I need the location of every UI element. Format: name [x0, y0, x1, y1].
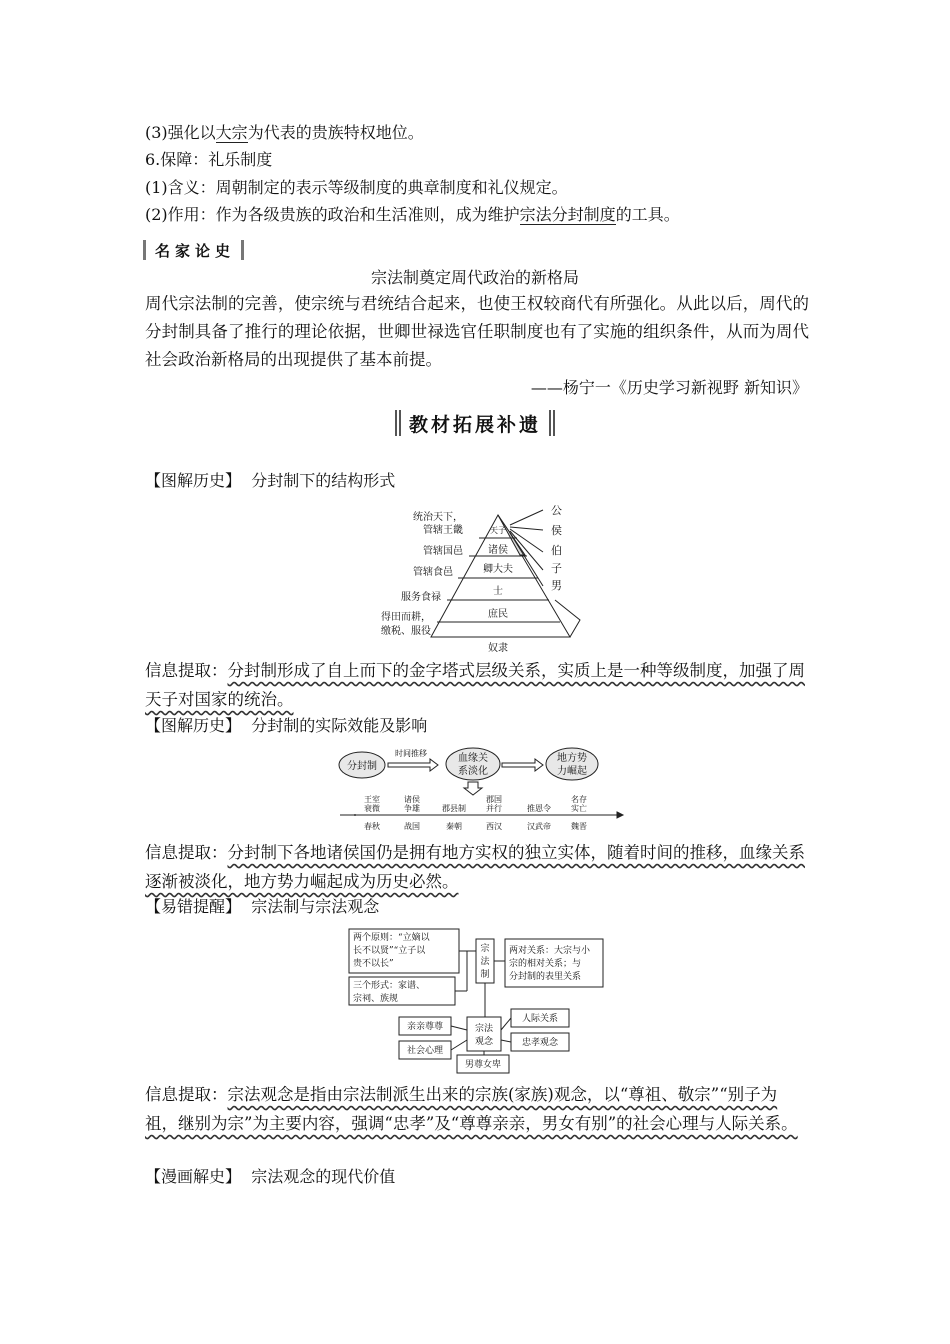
node-label: 分封制: [347, 761, 377, 772]
timeline-arrowhead: [617, 812, 623, 818]
underlined-term: 大宗: [215, 123, 248, 142]
text-line-meaning: (1)含义：周朝制定的表示等级制度的典章制度和礼仪规定。: [145, 178, 568, 197]
event-label: 诸侯: [404, 795, 420, 804]
famous-source: ——杨宁一《历史学习新视野 新知识》: [530, 378, 808, 397]
block3-info: [145, 1080, 809, 1138]
event-label: 郡国: [486, 795, 502, 804]
timeline-diagram: [335, 742, 625, 834]
node-label: 地方势: [557, 753, 587, 764]
left-label: 管辖王畿: [423, 525, 463, 536]
period-label: 西汉: [486, 822, 502, 831]
event-label: 争雄: [404, 804, 420, 813]
center-char: 法: [480, 957, 490, 967]
block2-info: [145, 838, 809, 896]
level-nuli: 奴隶: [488, 643, 508, 654]
event-label: 实亡: [571, 804, 587, 813]
period-label: 春秋: [364, 822, 380, 831]
connector: [501, 1018, 511, 1030]
forms-line: 三个形式：家谱、: [353, 981, 426, 991]
info-label: 信息提取：: [145, 661, 228, 680]
concept-line: 观念: [474, 1037, 494, 1047]
rank-arrow: [510, 510, 543, 525]
node-label: 力崛起: [557, 766, 587, 777]
block-title: 宗法制与宗法观念: [251, 897, 380, 916]
relations-line: 两对关系：大宗与小: [509, 946, 591, 956]
level-zhuhou: 诸侯: [488, 545, 508, 556]
left-label: 缴税、服役: [381, 626, 431, 637]
rank-nan: 男: [551, 579, 562, 592]
event-label: 推恩令: [527, 804, 551, 813]
info-label: 信息提取：: [145, 843, 228, 862]
block1-heading: [145, 471, 395, 491]
block-title: 宗法观念的现代价值: [251, 1167, 396, 1186]
heading-six: 6.保障：礼乐制度: [145, 150, 273, 169]
block3-heading: [145, 897, 379, 917]
rank-hou: 侯: [551, 524, 562, 537]
center-char: 宗: [480, 944, 490, 954]
rank-bo: 伯: [551, 544, 562, 557]
event-label: 并行: [486, 804, 502, 813]
info-text: 分封制形成了自上而下的金字塔式层级关系，实质上是一种等级制度，加强了周天子对国家的统治。: [145, 661, 805, 709]
famous-header: [143, 239, 244, 261]
period-label: 秦朝: [446, 822, 462, 831]
principles-line: 两个原则：“立嫡以: [353, 933, 430, 943]
pyramid-diagram: [365, 500, 585, 655]
level-shumin: 庶民: [488, 609, 508, 620]
famous-header-label: 名家论史: [155, 241, 236, 260]
period-label: 汉武帝: [527, 822, 551, 831]
level-shi: 士: [493, 586, 503, 597]
relations-line: 宗的相对关系；与: [509, 959, 582, 969]
concept-line: 宗法: [474, 1024, 494, 1034]
line-text: 为代表的贵族特权地位。: [247, 123, 424, 142]
famous-body: 周代宗法制的完善，使宗统与君统结合起来，也使王权较商代有所强化。从此以后，周代的分封制具备了推行的理论依据，世卿世禄选官任职制度也有了实施的组织条件，从而为周代社会政治新格局的出现提供了基本前提。: [145, 294, 809, 369]
bottom-box-text: 男尊女卑: [464, 1060, 502, 1070]
text-line-function: [145, 205, 680, 225]
left-label: 统治天下，: [413, 512, 463, 523]
block-tag: 【易错提醒】: [145, 897, 242, 916]
principles-line: 长不以贤”“立子以: [353, 946, 426, 956]
section-title-text: 教材拓展补遗: [408, 413, 541, 436]
left-box-text: 亲亲尊尊: [406, 1022, 444, 1032]
underlined-term: 宗法分封制度: [519, 205, 616, 224]
rank-zi: 子: [551, 562, 562, 575]
block2-heading: [145, 716, 427, 736]
event-label: 衰微: [364, 804, 380, 813]
info-label: 信息提取：: [145, 1085, 228, 1104]
forms-line: 宗祠、族规: [353, 994, 399, 1004]
relations-line: 分封制的表里关系: [509, 972, 582, 982]
block-tag: 【漫画解史】: [145, 1167, 242, 1186]
right-box-text: 人际关系: [521, 1014, 559, 1024]
section-title: [390, 405, 560, 441]
left-label: 管辖食邑: [413, 567, 453, 578]
line-text: 的工具。: [615, 205, 680, 224]
rank-gong: 公: [551, 504, 562, 517]
left-label: 管辖国邑: [423, 546, 463, 557]
info-text: 分封制下各地诸侯国仍是拥有地方实权的独立实体，随着时间的推移，血缘关系逐渐被淡化，地方势力崛起成为历史必然。: [145, 843, 805, 891]
connector: [451, 1040, 467, 1050]
arrow-label: 时间推移: [395, 749, 427, 758]
zongfa-diagram: [345, 925, 610, 1075]
connector: [451, 1026, 467, 1030]
arrow-down: [464, 782, 482, 795]
level-tianzi: 天子: [490, 526, 506, 535]
header-bar-right: [241, 240, 244, 260]
block-title: 分封制的实际效能及影响: [251, 716, 428, 735]
node-label: 系淡化: [458, 766, 488, 777]
connector: [501, 1040, 511, 1042]
block4-heading: [145, 1167, 395, 1187]
period-label: 战国: [404, 822, 420, 831]
left-label: 服务食禄: [401, 592, 441, 603]
block1-info: [145, 656, 809, 714]
center-char: 制: [480, 970, 490, 980]
level-qingdafu: 卿大夫: [483, 564, 513, 575]
left-label: 得田而耕，: [381, 612, 431, 623]
info-text: 宗法观念是指由宗法制派生出来的宗族(家族)观念，以“尊祖、敬宗”“别子为祖，继别为宗”为主要内容，强调“忠孝”及“尊尊亲亲，男女有别”的社会心理与人际关系。: [145, 1085, 798, 1133]
principles-line: 贵不以长”: [353, 959, 394, 969]
arrow-time: [388, 759, 438, 771]
event-label: 郡县制: [442, 804, 466, 813]
event-label: 王室: [364, 795, 380, 804]
block-tag: 【图解历史】: [145, 716, 242, 735]
line-text: (2)作用：作为各级贵族的政治和生活准则，成为维护: [145, 205, 520, 224]
title-bars-right: [549, 410, 555, 436]
text-line-3: [145, 123, 424, 143]
right-box-text: 忠孝观念: [521, 1038, 559, 1048]
line-text: (3)强化以: [145, 123, 216, 142]
arrow-rise: [502, 759, 543, 771]
node-label: 血缘关: [458, 753, 488, 764]
event-label: 名存: [571, 795, 587, 804]
block-tag: 【图解历史】: [145, 471, 242, 490]
period-label: 魏晋: [571, 822, 587, 831]
left-box-text: 社会心理: [406, 1046, 444, 1056]
famous-title: 宗法制奠定周代政治的新格局: [370, 268, 579, 287]
block-title: 分封制下的结构形式: [251, 471, 396, 490]
rank-arrow: [510, 527, 543, 530]
